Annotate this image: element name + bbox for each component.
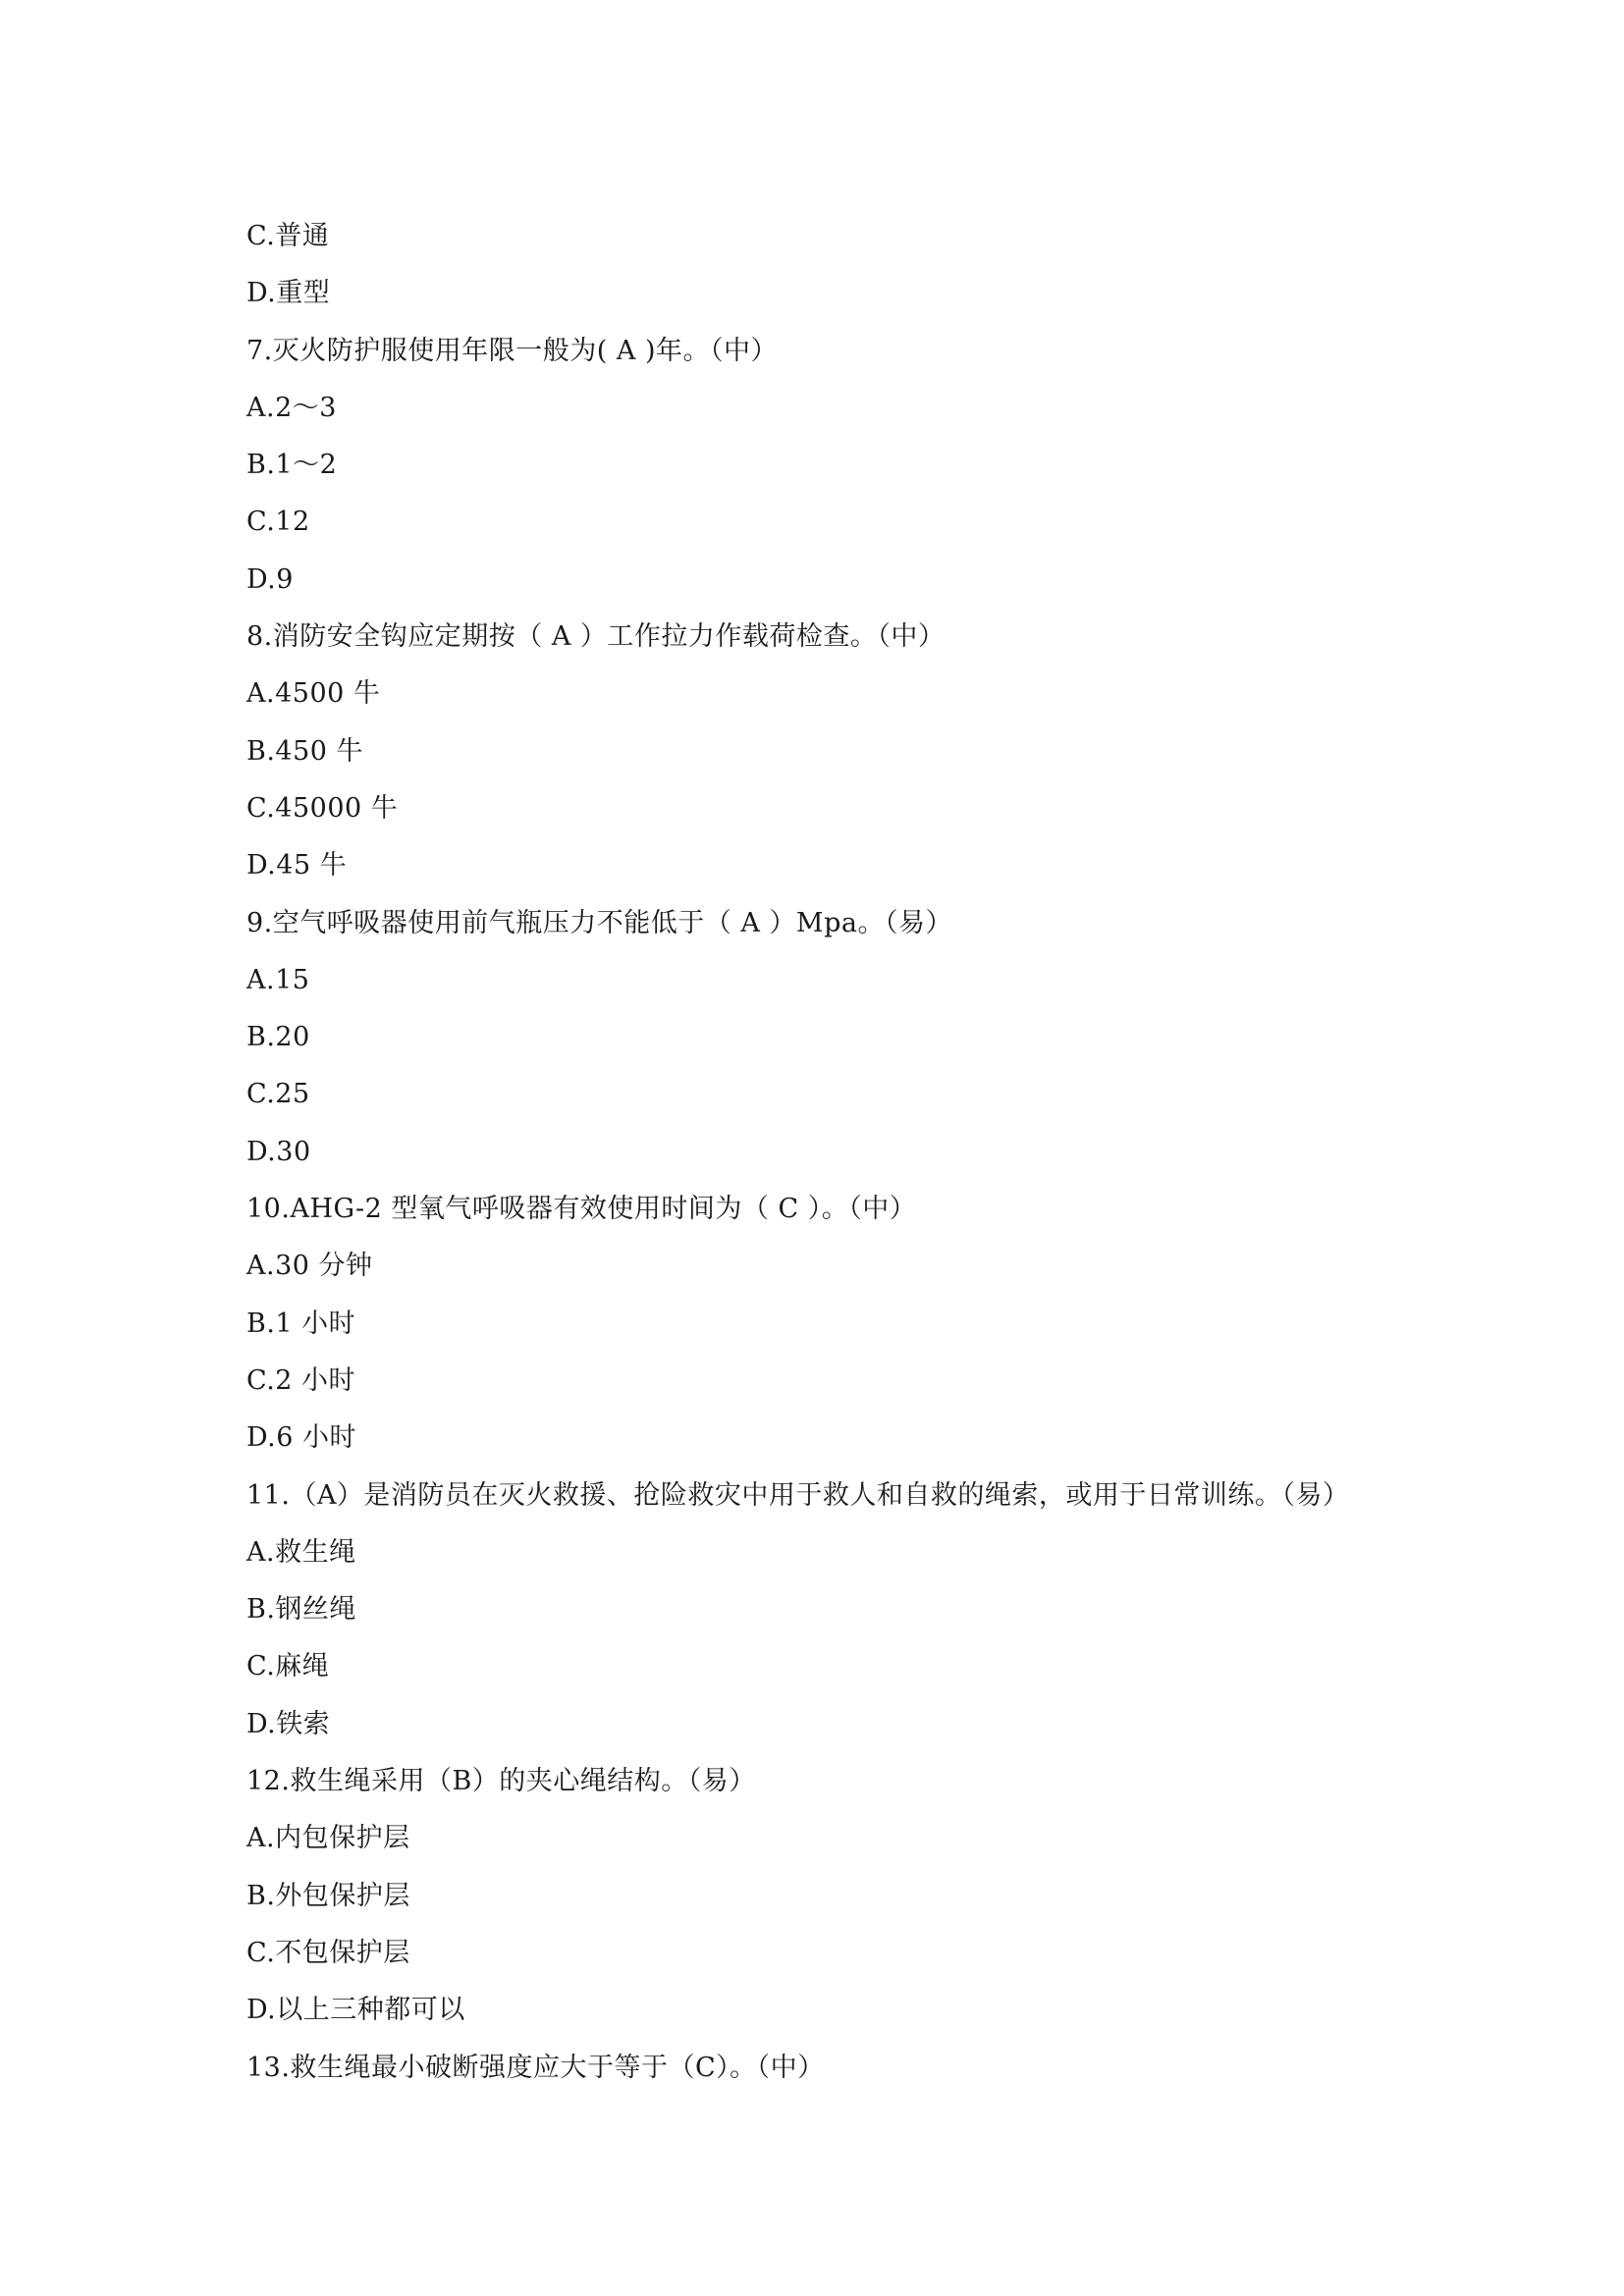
question-list [246,208,1474,2097]
question-13: 13.救生绳最小破断强度应大于等于（C）。（中） [246,2052,825,2083]
question-12: 12.救生绳采用（B）的夹心绳结构。（易） [246,1766,756,1797]
option-a: A.30 分钟 [246,1251,373,1282]
option-d: D.6 小时 [246,1422,357,1454]
option-b: B.钢丝绳 [246,1594,356,1626]
option-d: D.30 [246,1136,311,1167]
option-d: D.9 [246,563,294,595]
option-b: B.1～2 [246,450,338,481]
question-11: 11.（A）是消防员在灭火救援、抢险救灾中用于救人和自救的绳索，或用于日常训练。（易） [246,1479,1350,1511]
option-c: C.普通 [246,221,330,251]
option-b: B.450 牛 [246,735,364,767]
question-9: 9.空气呼吸器使用前气瓶压力不能低于（ A ）Mpa。（易） [246,907,952,938]
option-c: C.25 [246,1079,310,1110]
option-b: B.1 小时 [246,1308,356,1339]
question-7: 7.灭火防护服使用年限一般为( A )年。（中） [246,335,778,366]
option-a: A.救生绳 [246,1536,356,1568]
option-c: C.2 小时 [246,1364,356,1396]
option-d: D.重型 [246,278,331,309]
option-c: C.45000 牛 [246,792,399,824]
option-a: A.内包保护层 [246,1823,410,1854]
option-c: C.12 [246,507,310,538]
option-c: C.麻绳 [246,1651,330,1682]
option-c: C.不包保护层 [246,1937,410,1968]
option-d: D.铁索 [246,1708,331,1739]
option-a: A.2～3 [246,392,337,423]
option-b: B.外包保护层 [246,1880,410,1911]
question-8: 8.消防安全钩应定期按（ A ）工作拉力作载荷检查。（中） [246,621,946,653]
option-b: B.20 [246,1022,310,1053]
option-d: D.以上三种都可以 [246,1995,465,2026]
option-d: D.45 牛 [246,850,348,881]
option-a: A.4500 牛 [246,678,381,710]
question-10: 10.AHG-2 型氧气呼吸器有效使用时间为（ C ）。（中） [246,1194,917,1225]
option-a: A.15 [246,964,310,995]
